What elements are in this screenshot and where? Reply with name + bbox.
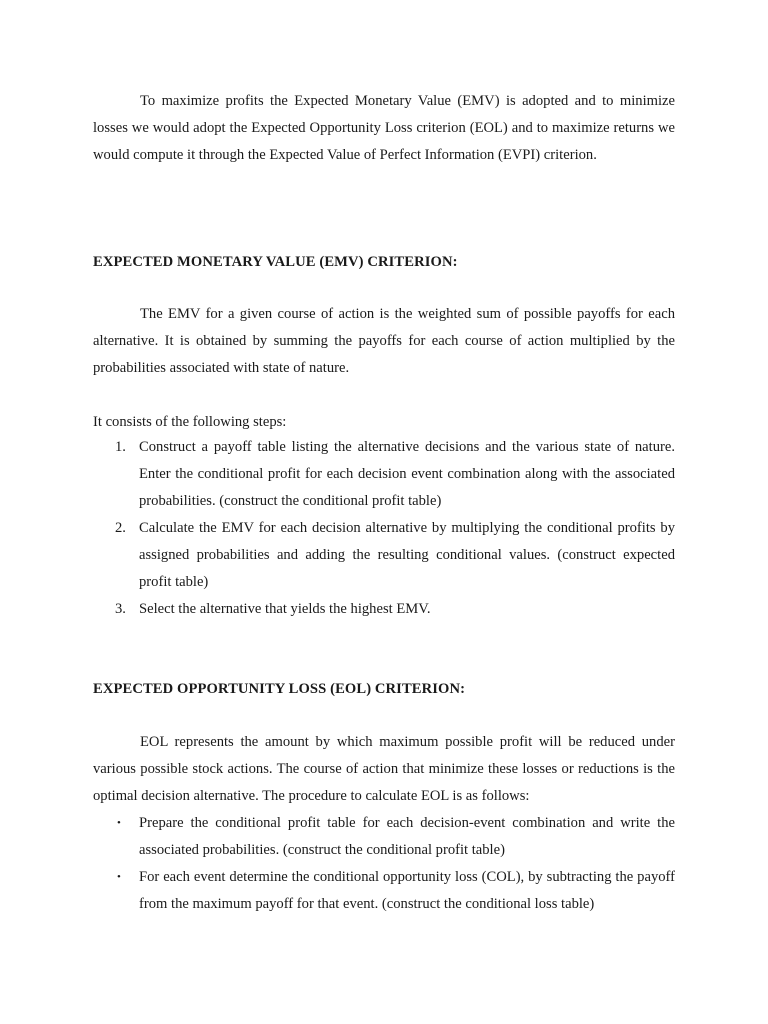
- list-item: [93, 864, 675, 918]
- list-item-text: Construct a payoff table listing the alternative decisions and the various state of nature. Enter the conditional profit for each decision event combination along with the associated probabilities. (construct the conditional profit table): [139, 439, 675, 509]
- eol-heading: EXPECTED OPPORTUNITY LOSS (EOL) CRITERION:: [93, 681, 466, 697]
- list-marker: 2.: [115, 520, 126, 536]
- bullet-icon: •: [117, 817, 121, 829]
- list-item-text: For each event determine the conditional opportunity loss (COL), by subtracting the payoff from the maximum payoff for that event. (construct the conditional loss table): [139, 869, 675, 912]
- emv-heading: EXPECTED MONETARY VALUE (EMV) CRITERION:: [93, 254, 458, 270]
- bullet-icon: •: [117, 871, 121, 883]
- intro-paragraph: To maximize profits the Expected Monetary Value (EMV) is adopted and to minimize losses we would adopt the Expected Opportunity Loss criterion (EOL) and to maximize returns we would compute it through the Expected Value of Perfect Information (EVPI) criterion.: [93, 93, 675, 163]
- eol-paragraph: EOL represents the amount by which maximum possible profit will be reduced under various possible stock actions. The course of action that minimize these losses or reductions is the optimal decision alternative. The procedure to calculate EOL is as follows:: [93, 734, 675, 804]
- emv-paragraph: The EMV for a given course of action is the weighted sum of possible payoffs for each alternative. It is obtained by summing the payoffs for each course of action multiplied by the probabilities associated with state of nature.: [93, 306, 675, 376]
- list-item: [93, 515, 675, 596]
- list-item: [93, 434, 675, 515]
- emv-steps-intro: It consists of the following steps:: [93, 414, 287, 430]
- list-item-text: Calculate the EMV for each decision alternative by multiplying the conditional profits by assigned probabilities and adding the resulting conditional values. (construct expected profit table): [139, 520, 675, 590]
- list-marker: 1.: [115, 439, 126, 455]
- emv-steps-list: [93, 434, 675, 623]
- list-item-text: Select the alternative that yields the highest EMV.: [139, 601, 431, 617]
- list-item: [93, 596, 675, 623]
- eol-bullet-list: [93, 810, 675, 918]
- list-item-text: Prepare the conditional profit table for each decision-event combination and write the associated probabilities. (construct the conditional profit table): [139, 815, 675, 858]
- list-marker: 3.: [115, 601, 126, 617]
- list-item: [93, 810, 675, 864]
